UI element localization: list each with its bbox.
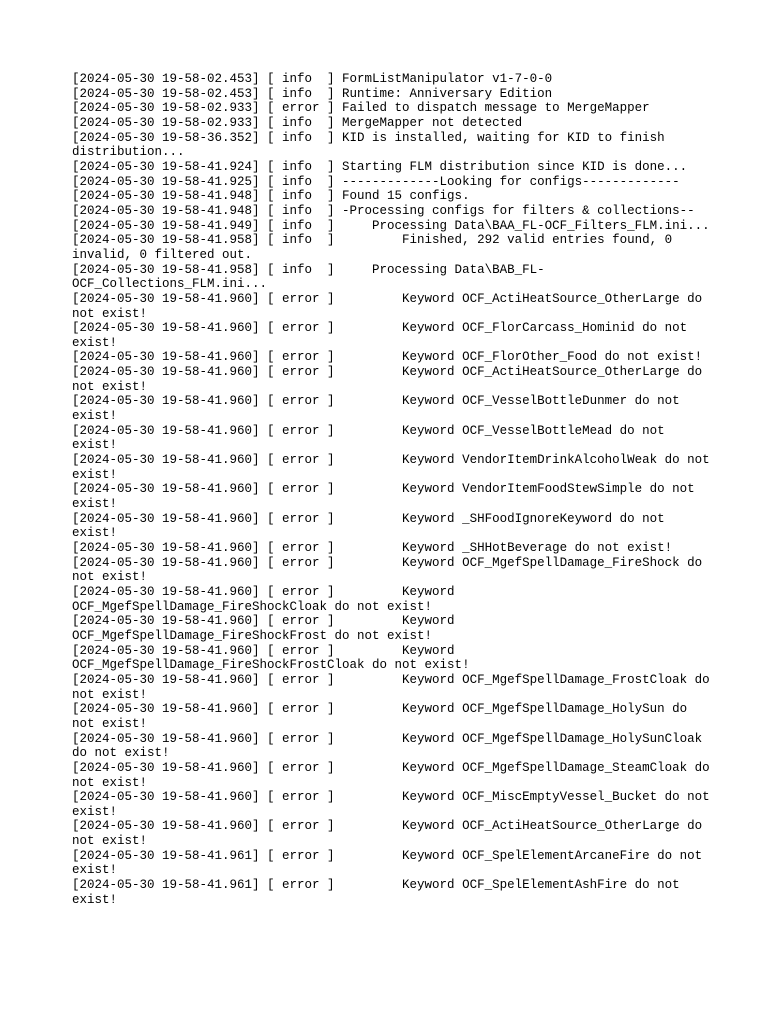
log-line: [2024-05-30 19-58-41.960] [ error ] Keyword OCF_MgefSpellDamage_FireShockFrost do not exist! [72,614,463,643]
log-line: [2024-05-30 19-58-41.960] [ error ] Keyword OCF_MgefSpellDamage_HolySun do not exist! [72,702,695,731]
log-line: [2024-05-30 19-58-41.960] [ error ] Keyword OCF_MgefSpellDamage_FireShockFrostCloak do not exist! [72,643,470,673]
log-line: [2024-05-30 19-58-41.961] [ error ] Keyword OCF_SpelElementArcaneFire do not exist! [72,848,710,878]
log-line: [2024-05-30 19-58-41.961] [ error ] Keyword OCF_SpelElementAshFire do not exist! [72,878,688,907]
log-line: [2024-05-30 19-58-41.960] [ error ] Keyword OCF_MiscEmptyVessel_Bucket do not exist! [72,790,718,819]
log-line: [2024-05-30 19-58-02.933] [ error ] Failed to dispatch message to MergeMapper [72,101,650,116]
log-line: [2024-05-30 19-58-41.960] [ error ] Keyword VendorItemDrinkAlcoholWeak do not exist! [72,453,718,482]
log-line: [2024-05-30 19-58-41.960] [ error ] Keyword OCF_ActiHeatSource_OtherLarge do not exist! [72,819,710,849]
log-line: [2024-05-30 19-58-41.960] [ error ] Keyword OCF_MgefSpellDamage_FrostCloak do not exist! [72,672,718,702]
log-line: [2024-05-30 19-58-41.960] [ error ] Keyword OCF_ActiHeatSource_OtherLarge do not exist! [72,365,710,394]
log-line: [2024-05-30 19-58-41.960] [ error ] Keyword OCF_VesselBottleDunmer do not exist! [72,394,688,424]
log-line: [2024-05-30 19-58-41.958] [ info ] Finished, 292 valid entries found, 0 invalid, 0 filtered out. [72,233,680,262]
log-line: [2024-05-30 19-58-41.948] [ info ] -Processing configs for filters & collections-- [72,203,695,218]
log-line: [2024-05-30 19-58-41.924] [ info ] Starting FLM distribution since KID is done... [72,159,688,174]
log-line: [2024-05-30 19-58-41.960] [ error ] Keyword OCF_FlorOther_Food do not exist! [72,350,703,365]
log-line: [2024-05-30 19-58-02.933] [ info ] MergeMapper not detected [72,115,523,130]
log-line: [2024-05-30 19-58-41.960] [ error ] Keyword OCF_ActiHeatSource_OtherLarge do not exist! [72,291,710,321]
log-line: [2024-05-30 19-58-41.960] [ error ] Keyword VendorItemFoodStewSimple do not exist! [72,482,703,512]
log-line: [2024-05-30 19-58-41.960] [ error ] Keyword OCF_FlorCarcass_Hominid do not exist! [72,321,695,350]
log-line: [2024-05-30 19-58-36.352] [ info ] KID is installed, waiting for KID to finish distribution... [72,130,673,160]
log-line: [2024-05-30 19-58-41.925] [ info ] -------------Looking for configs------------- [72,174,680,189]
log-line: [2024-05-30 19-58-41.960] [ error ] Keyword _SHFoodIgnoreKeyword do not exist! [72,511,673,541]
log-line: [2024-05-30 19-58-41.960] [ error ] Keyword OCF_MgefSpellDamage_FireShock do not exist! [72,555,710,585]
log-line: [2024-05-30 19-58-41.958] [ info ] Processing Data\BAB_FL-OCF_Collections_FLM.ini... [72,262,545,292]
log-line: [2024-05-30 19-58-02.453] [ info ] Runtime: Anniversary Edition [72,86,553,101]
log-line: [2024-05-30 19-58-41.949] [ info ] Processing Data\BAA_FL-OCF_Filters_FLM.ini... [72,218,710,233]
log-line: [2024-05-30 19-58-41.948] [ info ] Found 15 configs. [72,189,470,204]
log-line: [2024-05-30 19-58-02.453] [ info ] FormListManipulator v1-7-0-0 [72,72,553,86]
log-line: [2024-05-30 19-58-41.960] [ error ] Keyword OCF_MgefSpellDamage_FireShockCloak do not exist! [72,584,463,614]
log-output [72,72,718,907]
log-line: [2024-05-30 19-58-41.960] [ error ] Keyword OCF_MgefSpellDamage_SteamCloak do not exist! [72,760,718,790]
log-line: [2024-05-30 19-58-41.960] [ error ] Keyword OCF_VesselBottleMead do not exist! [72,423,673,453]
log-line: [2024-05-30 19-58-41.960] [ error ] Keyword _SHHotBeverage do not exist! [72,541,673,555]
log-line: [2024-05-30 19-58-41.960] [ error ] Keyword OCF_MgefSpellDamage_HolySunCloak do not exist! [72,731,710,761]
